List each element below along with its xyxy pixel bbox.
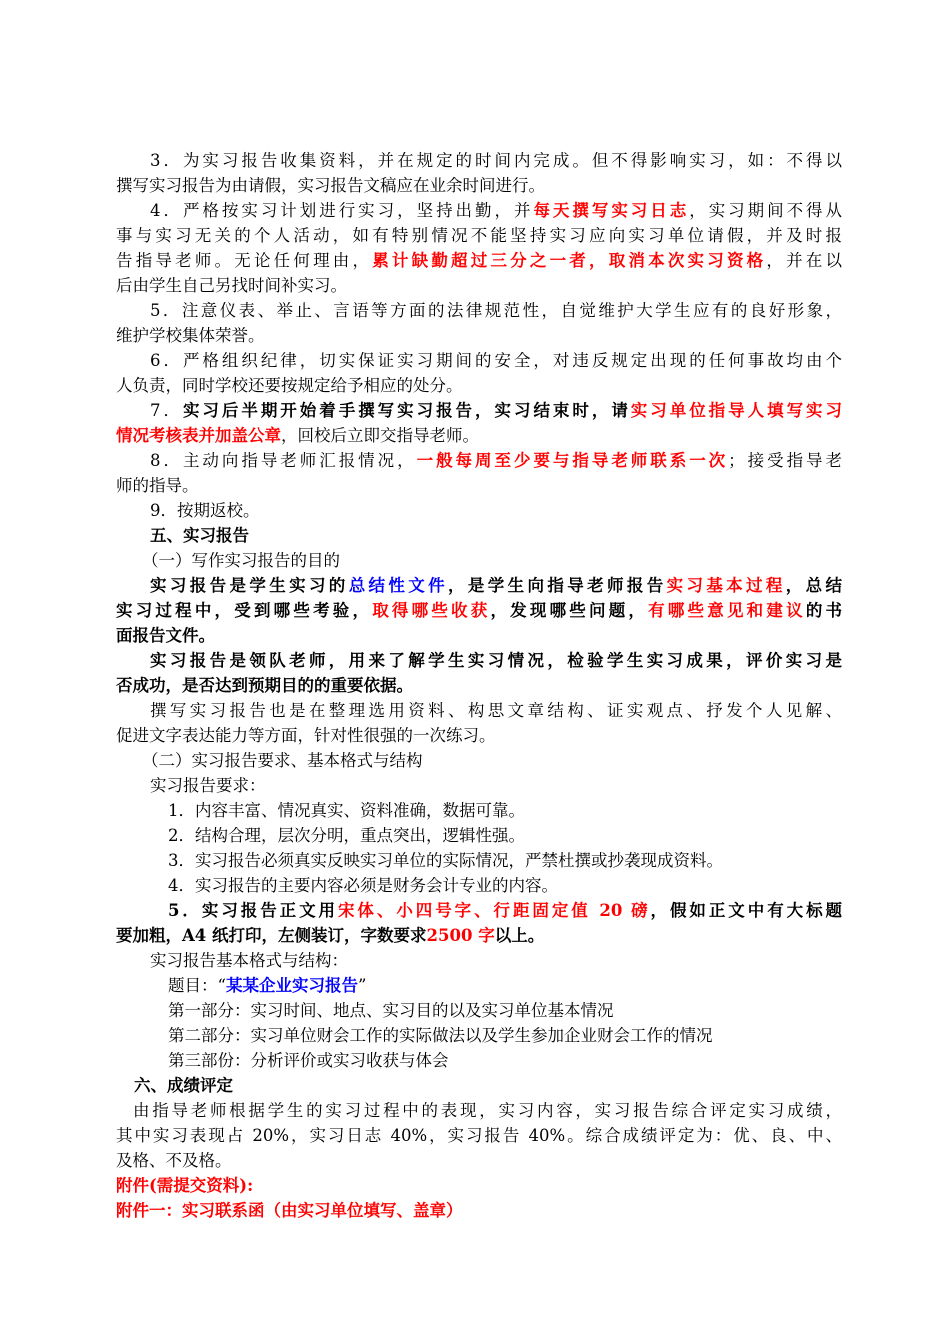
requirement-5-line-1 bbox=[116, 898, 842, 923]
rule-5-line-1 bbox=[116, 298, 842, 323]
rule-4-text-2: 事与实习无关的个人活动，如有特别情况不能坚持实习应向实习单位请假，并及时报 bbox=[116, 226, 842, 245]
format-part-1-text: 第一部分：实习时间、地点、实习目的以及实习单位基本情况 bbox=[168, 1001, 614, 1020]
rule-8-line-1 bbox=[116, 448, 842, 473]
rule-7-text-2: ，回校后立即交指导老师。 bbox=[281, 426, 479, 445]
p1-text-2b: ，发现哪些问题， bbox=[490, 601, 649, 620]
rule-7-emphasis-2: 情况考核表并加盖公章 bbox=[116, 426, 281, 445]
rule-8-emphasis: 一般每周至少要与指导老师联系一次 bbox=[416, 451, 729, 470]
section-5-sub-2 bbox=[116, 748, 842, 773]
p1-emphasis-summary-doc: 总结性文件 bbox=[348, 576, 449, 595]
rule-6-text-2: 人负责，同时学校还要按规定给予相应的处分。 bbox=[116, 376, 463, 395]
p1-text-2c: 的书 bbox=[805, 601, 842, 620]
rule-4-text-3a: 告指导老师。无论任何理由， bbox=[116, 251, 373, 270]
rule-3-line-2 bbox=[116, 173, 842, 198]
rule-4-line-2 bbox=[116, 223, 842, 248]
requirement-5-line-2 bbox=[116, 923, 842, 948]
section-5-p2-line-1 bbox=[116, 648, 842, 673]
section-5-p2-line-2 bbox=[116, 673, 842, 698]
requirement-2 bbox=[116, 823, 842, 848]
requirement-1-text: 1．内容丰富、情况真实、资料准确，数据可靠。 bbox=[168, 801, 525, 820]
requirement-5-text-1a: 实习报告正文用 bbox=[201, 901, 338, 920]
section-6-heading-text: 六、成绩评定 bbox=[134, 1076, 233, 1095]
rule-9-line-1 bbox=[116, 498, 842, 523]
format-title bbox=[116, 948, 842, 973]
rule-4-text-1b: ，实习期间不得从 bbox=[689, 201, 842, 220]
p2-text-2: 否成功，是否达到预期目的的重要依据。 bbox=[116, 676, 413, 695]
requirement-3 bbox=[116, 848, 842, 873]
requirement-5-number: 5． bbox=[168, 901, 202, 920]
section-6-text-1: 由指导老师根据学生的实习过程中的表现，实习内容，实习报告综合评定实习成绩， bbox=[133, 1101, 842, 1120]
requirement-3-text: 3．实习报告必须真实反映实习单位的实际情况，严禁杜撰或抄袭现成资料。 bbox=[168, 851, 723, 870]
rule-7-number: 7． bbox=[150, 401, 183, 420]
rule-4-text-1a: 4．严格按实习计划进行实习，坚持出勤，并 bbox=[150, 201, 534, 220]
section-6-line-2 bbox=[116, 1123, 842, 1148]
rule-3-line-1 bbox=[116, 148, 842, 173]
p1-text-1b: ，是学生向指导老师报告 bbox=[448, 576, 667, 595]
format-part-1 bbox=[116, 998, 842, 1023]
requirements-title-text: 实习报告要求： bbox=[150, 776, 266, 795]
section-5-p3-line-1 bbox=[116, 698, 842, 723]
rule-4-text-3b: ，并在以 bbox=[766, 251, 842, 270]
format-part-2-text: 第二部分：实习单位财会工作的实际做法以及学生参加企业财会工作的情况 bbox=[168, 1026, 713, 1045]
section-5-p3-line-2 bbox=[116, 723, 842, 748]
requirement-5-text-2a: 要加粗，A4 纸打印，左侧装订，字数要求 bbox=[116, 926, 427, 945]
requirement-1 bbox=[116, 798, 842, 823]
format-topic-label: 题目：“ bbox=[168, 976, 226, 995]
rule-4-line-3 bbox=[116, 248, 842, 273]
rule-6-text-1: 6．严格组织纪律，切实保证实习期间的安全，对违反规定出现的任何事故均由个 bbox=[150, 351, 842, 370]
section-6-line-3 bbox=[116, 1148, 842, 1173]
format-part-2 bbox=[116, 1023, 842, 1048]
requirement-5-text-2b: 以上。 bbox=[494, 926, 545, 945]
rule-4-emphasis-absence: 累计缺勤超过三分之一者，取消本次实习资格 bbox=[372, 251, 767, 270]
p2-text-1: 实习报告是领队老师，用来了解学生实习情况，检验学生实习成果，评价实习是 bbox=[150, 651, 842, 670]
rule-8-text-2: 师的指导。 bbox=[116, 476, 199, 495]
section-6-text-3: 及格、不及格。 bbox=[116, 1151, 232, 1170]
p1-text-3: 面报告文件。 bbox=[116, 626, 215, 645]
requirement-4-text: 4．实习报告的主要内容必须是财务会计专业的内容。 bbox=[168, 876, 558, 895]
section-6-heading bbox=[116, 1073, 842, 1098]
section-5-p1-line-3 bbox=[116, 623, 842, 648]
format-topic bbox=[116, 973, 842, 998]
attachment-1 bbox=[116, 1198, 842, 1223]
attachment-1-text: 附件一：实习联系函（由实习单位填写、盖章） bbox=[116, 1201, 463, 1220]
rule-6-line-2 bbox=[116, 373, 842, 398]
rule-7-line-2 bbox=[116, 423, 842, 448]
rule-4-line-1 bbox=[116, 198, 842, 223]
rule-7-emphasis-1: 实习单位指导人填写实习 bbox=[630, 401, 842, 420]
p1-emphasis-suggestions: 有哪些意见和建议 bbox=[648, 601, 806, 620]
rule-4-emphasis-daily-log: 每天撰写实习日志 bbox=[533, 201, 690, 220]
section-5-p1-line-2 bbox=[116, 598, 842, 623]
requirements-title bbox=[116, 773, 842, 798]
section-5-p1-line-1 bbox=[116, 573, 842, 598]
requirement-4 bbox=[116, 873, 842, 898]
p3-text-2: 促进文字表达能力等方面，针对性很强的一次练习。 bbox=[116, 726, 496, 745]
p1-text-1a: 实习报告是学生实习的 bbox=[150, 576, 349, 595]
p1-text-1c: ，总结 bbox=[785, 576, 842, 595]
requirement-2-text: 2．结构合理，层次分明，重点突出，逻辑性强。 bbox=[168, 826, 525, 845]
requirement-5-emphasis-font: 宋体、小四号字、行距固定值 20 磅 bbox=[337, 901, 651, 920]
rule-5-text-2: 维护学校集体荣誉。 bbox=[116, 326, 265, 345]
format-title-text: 实习报告基本格式与结构： bbox=[150, 951, 348, 970]
rule-9-text: 9．按期返校。 bbox=[150, 501, 260, 520]
p1-emphasis-basic-process: 实习基本过程 bbox=[666, 576, 786, 595]
rule-8-text-1a: 8．主动向指导老师汇报情况， bbox=[150, 451, 417, 470]
rule-4-line-4 bbox=[116, 273, 842, 298]
rule-3-text-1: 3．为实习报告收集资料，并在规定的时间内完成。但不得影响实习，如：不得以 bbox=[150, 151, 842, 170]
attachments-title-text: 附件(需提交资料): bbox=[116, 1176, 254, 1195]
p1-emphasis-gains: 取得哪些收获 bbox=[372, 601, 491, 620]
section-5-sub-1-text: （一）写作实习报告的目的 bbox=[142, 551, 340, 570]
rule-7-bold-text: 实习后半期开始着手撰写实习报告，实习结束时，请 bbox=[182, 401, 631, 420]
attachments-title bbox=[116, 1173, 842, 1198]
rule-3-text-2: 撰写实习报告为由请假，实习报告文稿应在业余时间进行。 bbox=[116, 176, 545, 195]
section-6-text-2: 其中实习表现占 20%，实习日志 40%，实习报告 40%。综合成绩评定为：优、良、中、 bbox=[116, 1126, 842, 1145]
section-5-heading-text: 五、实习报告 bbox=[150, 526, 249, 545]
format-part-3-text: 第三部份：分析评价或实习收获与体会 bbox=[168, 1051, 449, 1070]
rule-8-line-2 bbox=[116, 473, 842, 498]
section-5-sub-2-text: （二）实习报告要求、基本格式与结构 bbox=[142, 751, 423, 770]
section-5-sub-1 bbox=[116, 548, 842, 573]
p1-text-2a: 实习过程中，受到哪些考验， bbox=[116, 601, 373, 620]
section-5-heading bbox=[116, 523, 842, 548]
rule-4-text-4: 后由学生自己另找时间补实习。 bbox=[116, 276, 347, 295]
format-topic-close-quote: ” bbox=[357, 976, 367, 995]
p3-text-1: 撰写实习报告也是在整理选用资料、构思文章结构、证实观点、抒发个人见解、 bbox=[150, 701, 842, 720]
format-topic-example: 某某企业实习报告 bbox=[225, 976, 358, 995]
format-part-3 bbox=[116, 1048, 842, 1073]
requirement-5-emphasis-words: 2500 字 bbox=[426, 926, 495, 945]
rule-6-line-1 bbox=[116, 348, 842, 373]
rule-5-text-1: 5．注意仪表、举止、言语等方面的法律规范性，自觉维护大学生应有的良好形象， bbox=[150, 301, 842, 320]
requirement-5-text-1b: ，假如正文中有大标题 bbox=[650, 901, 842, 920]
section-6-line-1 bbox=[116, 1098, 842, 1123]
rule-7-line-1 bbox=[116, 398, 842, 423]
rule-8-text-1b: ；接受指导老 bbox=[728, 451, 842, 470]
rule-5-line-2 bbox=[116, 323, 842, 348]
